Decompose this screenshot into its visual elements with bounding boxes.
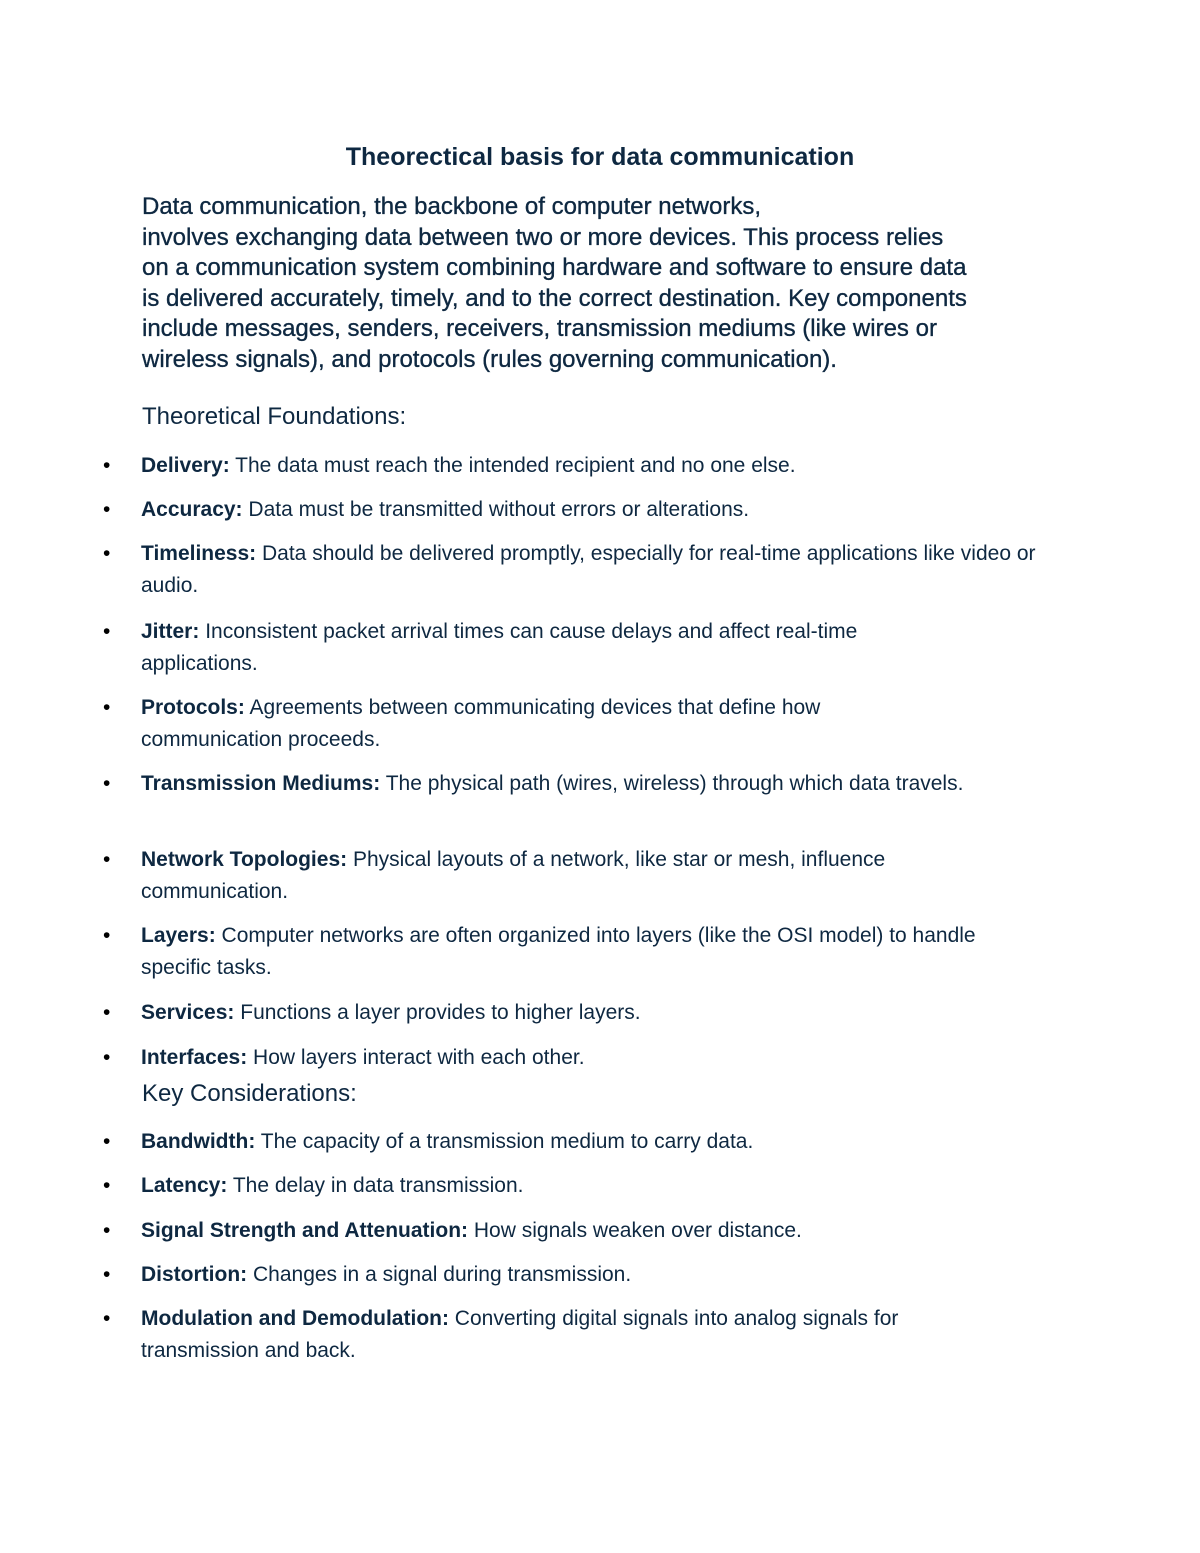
list-item-text: [141, 1303, 1021, 1367]
list-item-text: [141, 768, 1001, 800]
list-item-text: [141, 844, 1001, 908]
list-item-text: [141, 1259, 1071, 1291]
list-item-desc: Inconsistent packet arrival times can cause delays and affect real-time applications.: [141, 620, 858, 675]
intro-line: on a communication system combining hardware and software to ensure data: [142, 254, 967, 281]
list-item-text: [141, 1126, 1071, 1158]
list-item-text: [141, 1042, 1071, 1074]
list-item-desc: The physical path (wires, wireless) through which data travels.: [380, 772, 964, 795]
list-item-desc: How signals weaken over distance.: [468, 1219, 802, 1242]
bullet-icon: •: [103, 1001, 111, 1024]
list-item-term: Delivery:: [141, 454, 230, 477]
list-item-term: Signal Strength and Attenuation:: [141, 1219, 469, 1242]
bullet-icon: •: [103, 1174, 111, 1197]
bullet-icon: •: [103, 1046, 111, 1069]
list-item-term: Timeliness:: [141, 542, 257, 565]
foundations-heading: Theoretical Foundations:: [142, 403, 407, 430]
intro-line: include messages, senders, receivers, transmission mediums (like wires or: [142, 315, 937, 342]
list-item-text: [141, 1170, 1071, 1202]
bullet-icon: •: [103, 1263, 111, 1286]
list-item-term: Interfaces:: [141, 1046, 248, 1069]
list-item-desc: Converting digital signals into analog signals for transmission and back.: [141, 1307, 899, 1362]
list-item-term: Network Topologies:: [141, 848, 348, 871]
list-item-desc: The capacity of a transmission medium to carry data.: [255, 1130, 754, 1153]
list-item-term: Accuracy:: [141, 498, 243, 521]
list-item-desc: Agreements between communicating devices that define how communication proceeds.: [141, 696, 821, 751]
bullet-icon: •: [103, 848, 111, 871]
list-item-desc: Data must be transmitted without errors or alterations.: [242, 498, 750, 521]
intro-line: is delivered accurately, timely, and to the correct destination. Key components: [142, 284, 967, 312]
list-item-desc: Physical layouts of a network, like star or mesh, influence communication.: [141, 848, 886, 903]
list-item-text: [141, 538, 1071, 602]
list-item-desc: Functions a layer provides to higher layers.: [234, 1001, 641, 1024]
list-item-text: [141, 450, 1071, 482]
list-item-term: Services:: [141, 1001, 235, 1024]
bullet-icon: •: [103, 1307, 111, 1330]
list-item-term: Latency:: [141, 1174, 228, 1197]
list-item-desc: The delay in data transmission.: [227, 1174, 524, 1197]
list-item-desc: Computer networks are often organized into layers (like the OSI model) to handle specific tasks.: [141, 924, 976, 979]
list-item-term: Modulation and Demodulation:: [141, 1307, 449, 1330]
intro-line: wireless signals), and protocols (rules governing communication).: [142, 345, 837, 373]
list-item-text: [141, 920, 1021, 984]
bullet-icon: •: [103, 696, 111, 719]
list-item-term: Bandwidth:: [141, 1130, 256, 1153]
list-item-text: [141, 692, 931, 756]
considerations-heading: Key Considerations:: [142, 1080, 357, 1107]
list-item-desc: How layers interact with each other.: [247, 1046, 585, 1069]
bullet-icon: •: [103, 924, 111, 947]
bullet-icon: •: [103, 620, 111, 643]
bullet-icon: •: [103, 454, 111, 477]
document-title: Theorectical basis for data communication: [345, 143, 855, 171]
list-item-text: [141, 1215, 1071, 1247]
bullet-icon: •: [103, 772, 111, 795]
list-item-term: Transmission Mediums:: [141, 772, 381, 795]
list-item-desc: Changes in a signal during transmission.: [247, 1263, 632, 1286]
bullet-icon: •: [103, 542, 111, 565]
list-item-text: [141, 616, 961, 680]
bullet-icon: •: [103, 1219, 111, 1242]
intro-paragraph: [142, 192, 1072, 375]
bullet-icon: •: [103, 1130, 111, 1153]
list-item-term: Distortion:: [141, 1263, 248, 1286]
bullet-icon: •: [103, 498, 111, 521]
list-item-desc: Data should be delivered promptly, especially for real-time applications like video or audio.: [141, 542, 1036, 597]
list-item-term: Jitter:: [141, 620, 200, 643]
intro-line: Data communication, the backbone of computer networks,: [142, 193, 761, 220]
intro-line: involves exchanging data between two or more devices. This process relies: [142, 223, 944, 251]
list-item-term: Protocols:: [141, 696, 245, 719]
list-item-text: [141, 997, 1071, 1029]
list-item-text: [141, 494, 1071, 526]
list-item-desc: The data must reach the intended recipient and no one else.: [229, 454, 796, 477]
list-item-term: Layers:: [141, 924, 216, 947]
